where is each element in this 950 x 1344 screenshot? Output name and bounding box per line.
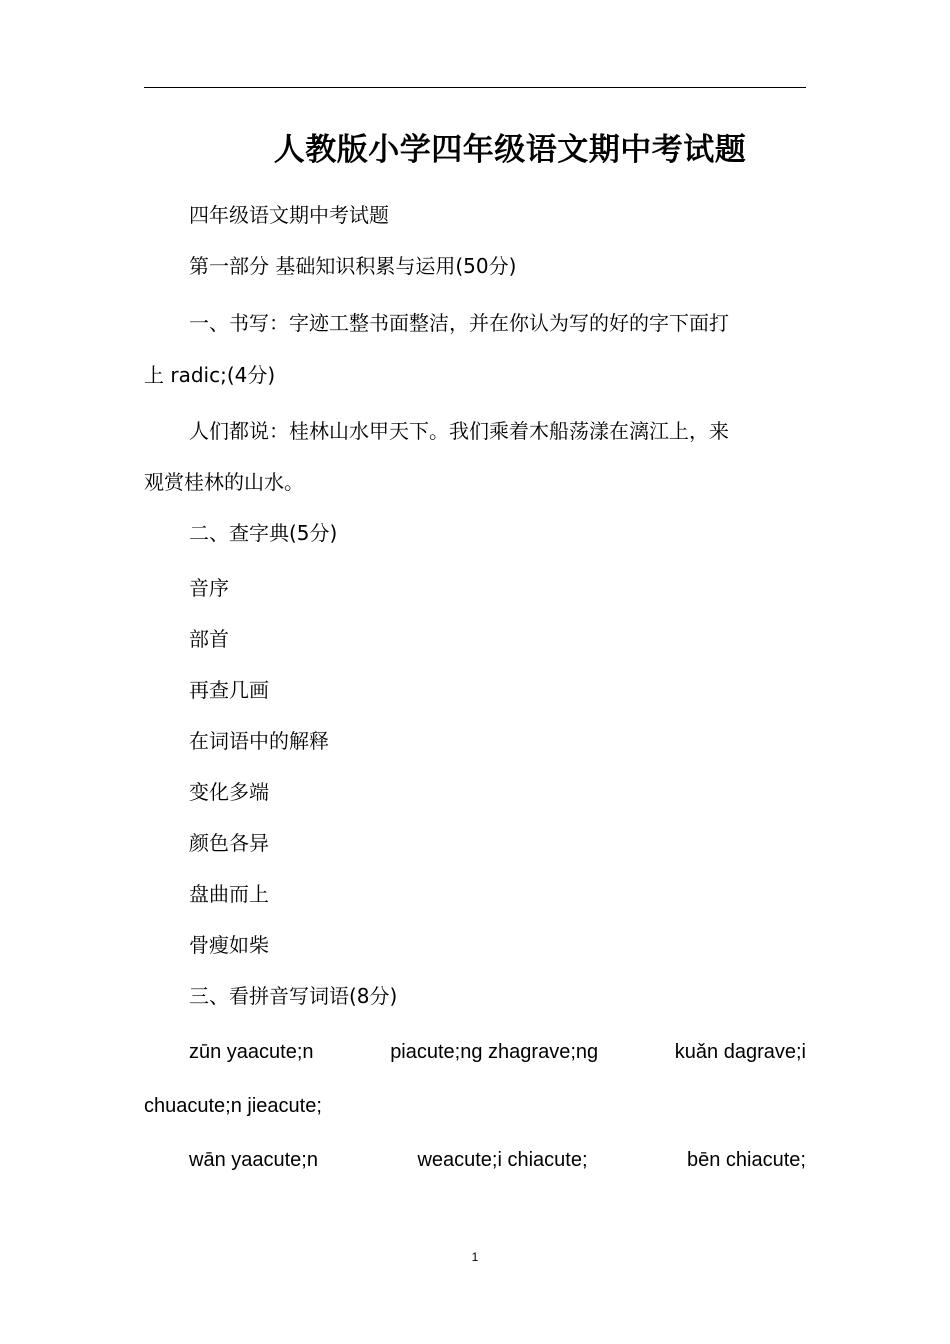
list-item-zaicha: 再查几画 [189, 678, 269, 702]
pinyin-item: weacute;i chiacute; [417, 1149, 588, 1171]
pinyin-item: piacute;ng zhagrave;ng [390, 1041, 599, 1063]
list-item-bianhua: 变化多端 [189, 780, 269, 804]
list-item-bushou: 部首 [189, 627, 229, 651]
question-1-line-2: 上 radic;(4分) [144, 363, 276, 387]
header-rule [144, 87, 806, 88]
pinyin-row-2 [144, 1150, 806, 1170]
question-3-heading: 三、看拼音写词语(8分) [189, 984, 398, 1008]
subtitle: 四年级语文期中考试题 [189, 203, 389, 227]
question-2-heading: 二、查字典(5分) [189, 521, 338, 545]
passage-line-1: 人们都说：桂林山水甲天下。我们乘着木船荡漾在漓江上，来 [189, 419, 729, 443]
pinyin-item: zūn yaacute;n [189, 1041, 314, 1063]
pinyin-item: kuǎn dagrave;i [674, 1041, 806, 1063]
part-heading: 第一部分 基础知识积累与运用(50分) [189, 254, 517, 278]
pinyin-row-1-continued: chuacute;n jieacute; [144, 1095, 322, 1117]
page-number: 1 [471, 1250, 479, 1264]
question-1-line-1: 一、书写：字迹工整书面整洁，并在你认为写的好的字下面打 [189, 311, 729, 335]
passage-line-2: 观赏桂林的山水。 [144, 470, 304, 494]
list-item-yinxu: 音序 [189, 576, 229, 600]
pinyin-row-1 [144, 1042, 806, 1062]
list-item-gushou: 骨瘦如柴 [189, 933, 269, 957]
list-item-jieshi: 在词语中的解释 [189, 729, 329, 753]
pinyin-item: wān yaacute;n [189, 1149, 318, 1171]
list-item-yanse: 颜色各异 [189, 831, 269, 855]
list-item-panqu: 盘曲而上 [189, 882, 269, 906]
document-title: 人教版小学四年级语文期中考试题 [273, 132, 747, 168]
pinyin-item: bēn chiacute; [687, 1149, 806, 1171]
